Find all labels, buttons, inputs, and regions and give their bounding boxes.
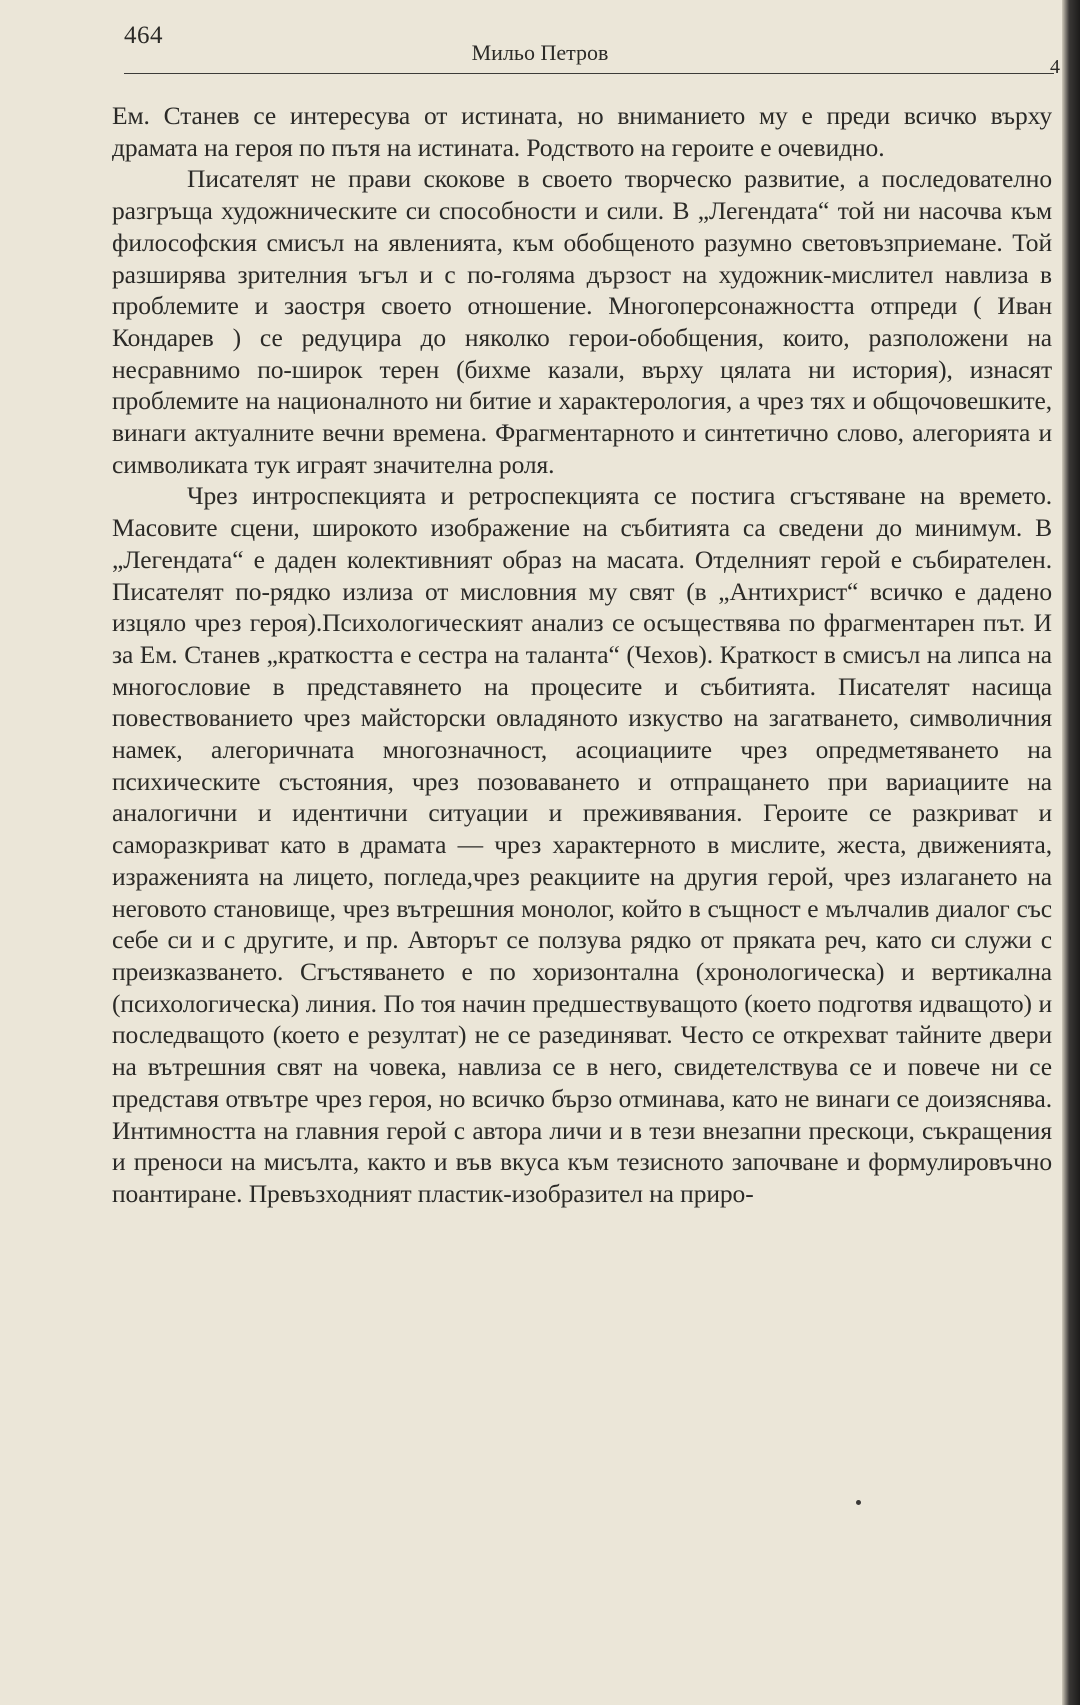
running-head: Мильо Петров [471,40,609,65]
body-text [112,100,1052,1210]
paragraph-2: Писателят не прави скокове в своето творческо развитие, а последователно разгръща художническите си способности и сили. В „Легендата“ той ни насочва към философския смисъл на явленията, към обобщеното разумно световъзприемане. Той разширява зрителния ъгъл и с по-голяма дързост на художник-мислител навлиза в проблемите и заостря своето отношение. Многоперсонажността отпреди ( Иван Кондарев ) се редуцира до няколко герои-обобщения, които, разположени на несравнимо по-широк терен (бихме казали, върху цялата ни история), изнасят проблемите на националното ни битие и характерология, а чрез тях и общочовешките, винаги актуалните вечни времена. Фрагментарното и синтетично слово, алегорията и символиката тук играят значителна роля. [112,164,1052,479]
paragraph-1: Ем. Станев се интересува от истината, но вниманието му е преди всичко върху драмата на героя по пътя на истината. Родството на героите е очевидно. [112,101,1052,162]
page-number: 464 [124,22,163,49]
print-speck [856,1500,861,1505]
paragraph-3: Чрез интроспекцията и ретроспекцията се постига сгъстяване на времето. Масовите сцени, широкото изображение на събитията са сведени до минимум. В „Легендата“ е даден колективният образ на масата. Отделният герой е събирателен. Писателят по-рядко излиза от мисловния му свят (в „Антихрист“ всичко е дадено изцяло чрез героя).Психологическият анализ се осъществява по фрагментарен път. И за Ем. Станев „краткостта е сестра на таланта“ (Чехов). Краткост в смисъл на липса на многословие в представянето на процесите и събитията. Писателят насища повествованието чрез майсторски овладяното изкуство на загатването, символичния намек, алегоричната многозначност, асоциациите чрез опредметяването на психическите състояния, чрез позоваването и отпращането при вариациите на аналогични и идентични ситуации и преживявания. Героите се разкриват и саморазкриват като в драмата — чрез характерното в мислите, жеста, движенията, израженията на лицето, погледа,чрез реакциите на другия герой, чрез излагането на неговото становище, чрез вътрешния монолог, който в същност е мълчалив диалог със себе си и с другите, и пр. Авторът се ползува рядко от пряката реч, като си служи с преизказването. Сгъстяването е по хоризонтална (хронологическа) и вертикална (психологическа) линия. По тоя начин предшествуващото (което подготвя идващото) и последващото (което е резултат) не се разединяват. Често се открехват тайните двери на вътрешния свят на човека, навлиза се в него, свидетелствува се и повече ни се представя отвътре чрез героя, но всичко бързо отминава, като не винаги се доизяснява. Интимността на главния герой с автора личи и в тези внезапни прескоци, съкращения и преноси на мисълта, както и във вкуса към тезисното започване и формулировъчно поантиране. Превъзходният пластик-изобразител на приро- [112,481,1052,1208]
edge-page-mark: 4 [1050,56,1060,78]
book-spine-edge [1062,0,1080,1705]
header-rule [124,73,1054,74]
